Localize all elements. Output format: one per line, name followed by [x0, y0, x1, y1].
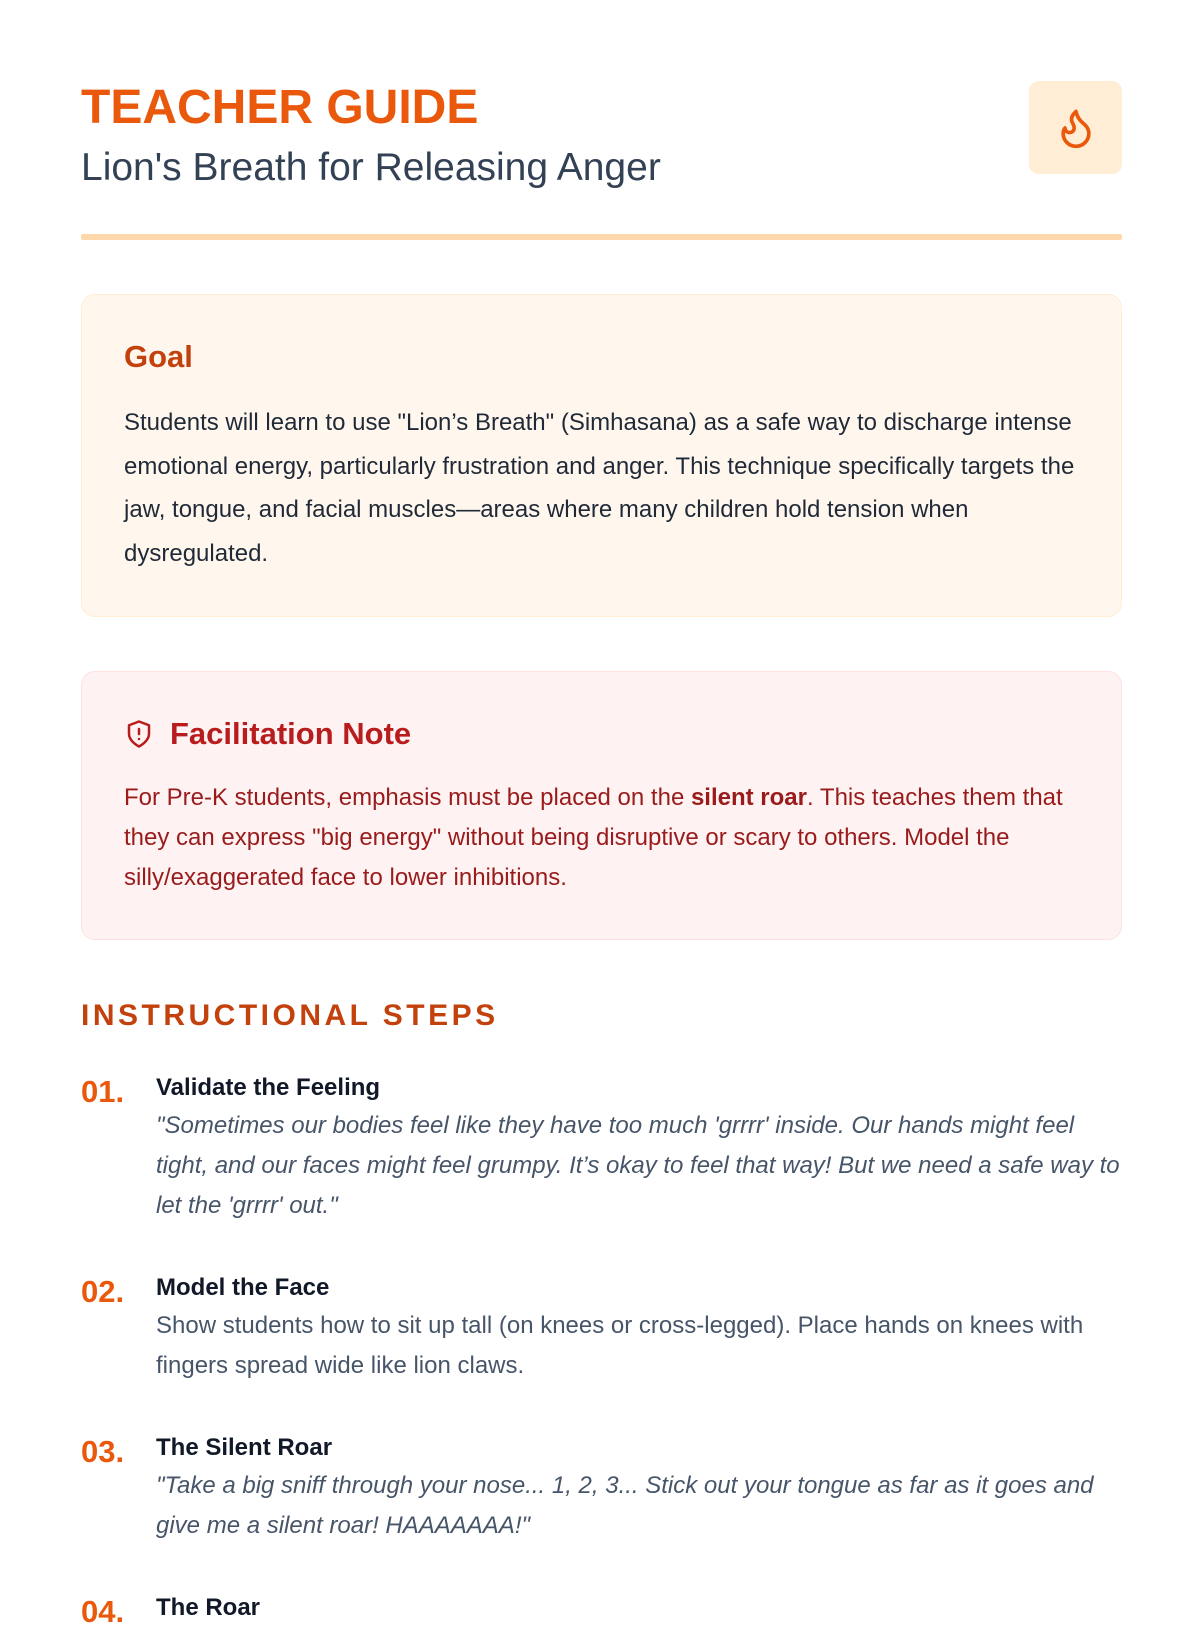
goal-title: Goal [124, 339, 193, 374]
facilitation-note-header [124, 716, 1079, 752]
steps-list [81, 1070, 1122, 1650]
step-item [81, 1070, 1122, 1270]
page-header [81, 0, 1122, 240]
step-item [81, 1270, 1122, 1430]
step-body: "Take a big sniff through your nose... 1, 2, 3... Stick out your tongue as far as it goes and give me a silent roar! HAAAAAAA!" [156, 1472, 1094, 1539]
step-number: 02. [81, 1274, 125, 1309]
step-title: Validate the Feeling [156, 1074, 381, 1101]
note-text-before: For Pre-K students, emphasis must be placed on the [124, 784, 691, 811]
step-number: 04. [81, 1594, 125, 1629]
shield-alert-icon [124, 719, 154, 749]
step-number: 03. [81, 1434, 125, 1469]
goal-text: Students will learn to use "Lion’s Breath" (Simhasana) as a safe way to discharge intense emotional energy, particularly frustration and anger. This technique specifically targets the jaw, tongue, and facial muscles—areas where many children hold tension when dysregulated. [124, 409, 1075, 567]
step-body: Show students how to sit up tall (on knees or cross-legged). Place hands on knees with fingers spread wide like lion claws. [156, 1312, 1084, 1379]
teacher-guide-page [81, 0, 1122, 1629]
step-title: Model the Face [156, 1274, 330, 1301]
page-title: Lion's Breath for Releasing Anger [81, 146, 661, 189]
facilitation-note-title: Facilitation Note [170, 716, 412, 751]
flame-icon-badge [1029, 81, 1122, 174]
step-item [81, 1590, 1122, 1650]
flame-icon [1054, 106, 1098, 150]
step-item [81, 1430, 1122, 1590]
facilitation-note-text [124, 778, 1079, 898]
instructional-steps-heading: INSTRUCTIONAL STEPS [81, 999, 499, 1032]
step-number: 01. [81, 1074, 125, 1109]
note-emphasis: silent roar [690, 784, 807, 811]
step-title: The Roar [156, 1594, 261, 1621]
header-divider [81, 234, 1122, 240]
step-title: The Silent Roar [156, 1434, 333, 1461]
goal-card [81, 294, 1122, 617]
page-eyebrow: TEACHER GUIDE [81, 81, 479, 134]
facilitation-note-card [81, 671, 1122, 940]
note-text-after: . This teaches them that they can express "big energy" without being disruptive or scary to others. Model the silly/exaggerated face to lower inhibitions. [124, 784, 1063, 891]
step-body: "Sometimes our bodies feel like they have too much 'grrrr' inside. Our hands might feel tight, and our faces might feel grumpy. It’s okay to feel that way! But we need a safe way to let the 'grrrr' out." [156, 1112, 1120, 1219]
